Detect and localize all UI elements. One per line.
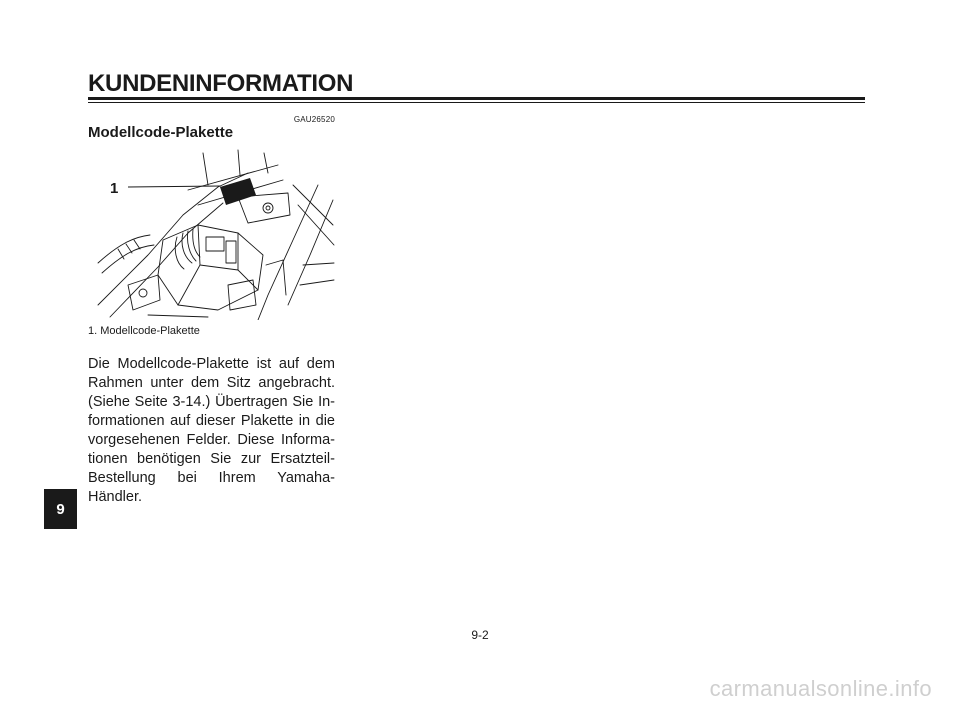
header-rule-thin	[88, 102, 865, 103]
header-rule-thick	[88, 97, 865, 100]
page-header-title: KUNDENINFORMATION	[88, 70, 354, 97]
chapter-tab: 9	[44, 489, 77, 529]
watermark: carmanualsonline.info	[709, 676, 932, 701]
model-code-plate-illustration	[88, 145, 336, 320]
page-number: 9-2	[471, 628, 489, 642]
callout-number: 1	[110, 180, 119, 197]
reference-code: GAU26520	[293, 115, 335, 124]
section-heading: Modellcode-Plakette	[88, 124, 234, 141]
figure-caption: 1. Modellcode-Plakette	[88, 325, 200, 337]
body-paragraph: Die Modellcode-Plakette ist auf dem Rahmen unter dem Sitz angebracht. (Siehe Seite 3-14.) Übertragen Sie Informationen auf dieser Plakette in die vorgesehenen Felder. Diese Informationen benötigen Sie zur ErsatzteilBestellung bei Ihrem Yamaha-Händler.	[88, 356, 335, 505]
